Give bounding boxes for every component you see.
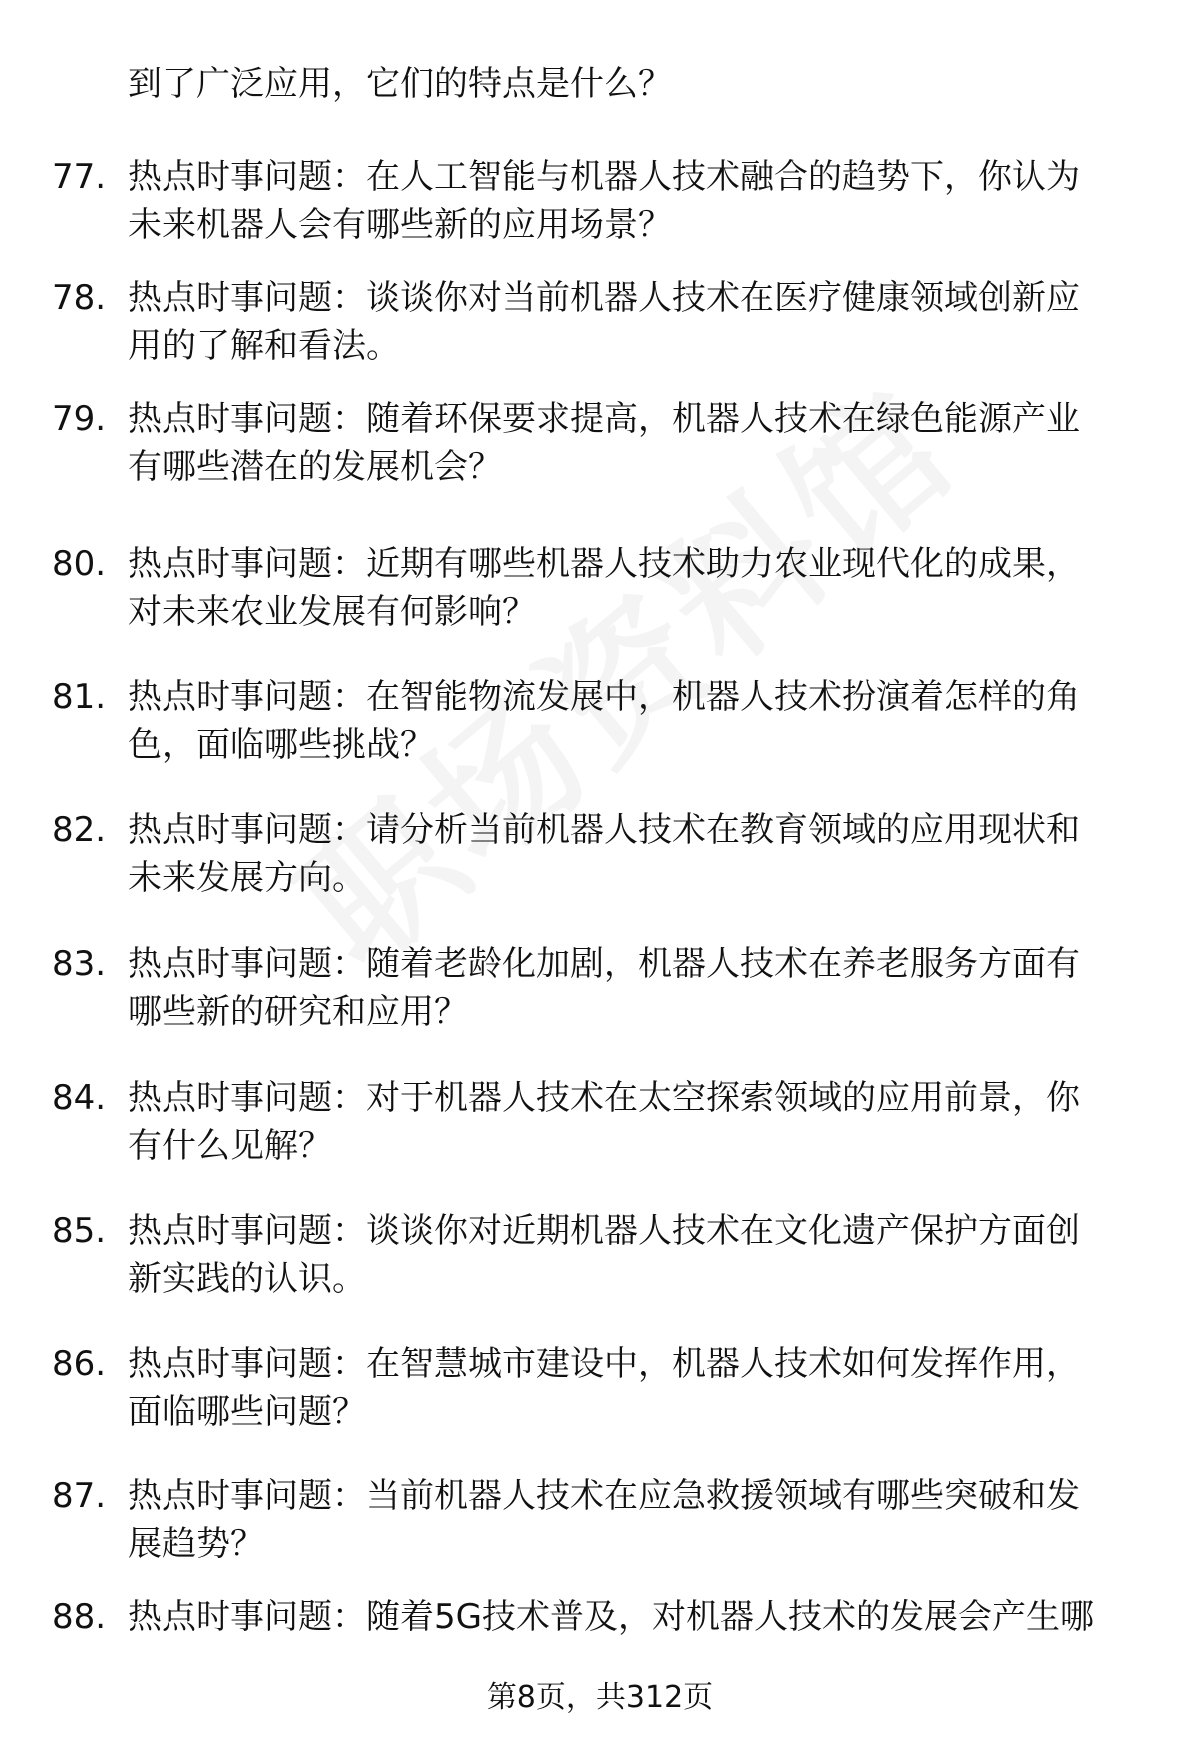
question-line: 哪些新的研究和应用？ (128, 992, 468, 1032)
question-text (128, 153, 1138, 249)
question-text (128, 1074, 1138, 1170)
question-item-81 (0, 673, 1200, 773)
question-text (128, 1340, 1138, 1436)
question-text (128, 540, 1138, 636)
question-text (128, 940, 1138, 1036)
question-number: 82. (52, 810, 107, 850)
question-line: 对未来农业发展有何影响？ (128, 592, 536, 632)
question-number: 77. (52, 157, 107, 197)
question-line: 热点时事问题：随着环保要求提高，机器人技术在绿色能源产业 (128, 399, 1080, 439)
question-item-80 (0, 540, 1200, 640)
question-line: 热点时事问题：随着5G技术普及，对机器人技术的发展会产生哪 (128, 1597, 1094, 1637)
question-number: 86. (52, 1344, 107, 1384)
question-text (128, 1472, 1138, 1568)
question-number: 80. (52, 544, 107, 584)
question-line: 热点时事问题：随着老龄化加剧，机器人技术在养老服务方面有 (128, 944, 1080, 984)
question-item-83 (0, 940, 1200, 1040)
question-item-85 (0, 1207, 1200, 1307)
question-item-77 (0, 153, 1200, 253)
question-number: 79. (52, 399, 107, 439)
question-line: 热点时事问题：谈谈你对当前机器人技术在医疗健康领域创新应 (128, 278, 1080, 318)
question-item-82 (0, 806, 1200, 906)
question-number: 84. (52, 1078, 107, 1118)
question-item-87 (0, 1472, 1200, 1572)
question-number: 83. (52, 944, 107, 984)
question-item-88 (0, 1593, 1200, 1643)
question-line: 展趋势？ (128, 1524, 264, 1564)
question-line: 热点时事问题：请分析当前机器人技术在教育领域的应用现状和 (128, 810, 1080, 850)
question-number: 88. (52, 1597, 107, 1637)
question-text (128, 1207, 1138, 1303)
question-line: 用的了解和看法。 (128, 326, 400, 366)
question-number: 81. (52, 677, 107, 717)
question-line: 热点时事问题：近期有哪些机器人技术助力农业现代化的成果， (128, 544, 1080, 584)
question-line: 色，面临哪些挑战？ (128, 725, 434, 765)
question-line: 热点时事问题：在人工智能与机器人技术融合的趋势下，你认为 (128, 157, 1080, 197)
continuation-line: 到了广泛应用，它们的特点是什么？ (128, 64, 672, 104)
question-number: 78. (52, 278, 107, 318)
question-line: 有哪些潜在的发展机会？ (128, 447, 502, 487)
question-line: 热点时事问题：在智慧城市建设中，机器人技术如何发挥作用， (128, 1344, 1080, 1384)
question-number: 85. (52, 1211, 107, 1251)
question-line: 未来发展方向。 (128, 858, 366, 898)
question-line: 热点时事问题：谈谈你对近期机器人技术在文化遗产保护方面创 (128, 1211, 1080, 1251)
question-text (128, 395, 1138, 491)
question-item-86 (0, 1340, 1200, 1440)
question-text (128, 673, 1138, 769)
question-line: 热点时事问题：当前机器人技术在应急救援领域有哪些突破和发 (128, 1476, 1080, 1516)
question-text (128, 274, 1138, 370)
question-text (128, 806, 1138, 902)
question-item-79 (0, 395, 1200, 495)
question-line: 未来机器人会有哪些新的应用场景？ (128, 205, 672, 245)
question-item-84 (0, 1074, 1200, 1174)
question-number: 87. (52, 1476, 107, 1516)
question-item-78 (0, 274, 1200, 374)
page-footer: 第8页，共312页 (486, 1680, 714, 1715)
question-line: 新实践的认识。 (128, 1259, 366, 1299)
question-line: 热点时事问题：在智能物流发展中，机器人技术扮演着怎样的角 (128, 677, 1080, 717)
question-line: 有什么见解？ (128, 1126, 332, 1166)
question-line: 面临哪些问题？ (128, 1392, 366, 1432)
question-text (128, 1593, 1138, 1641)
question-line: 热点时事问题：对于机器人技术在太空探索领域的应用前景，你 (128, 1078, 1080, 1118)
